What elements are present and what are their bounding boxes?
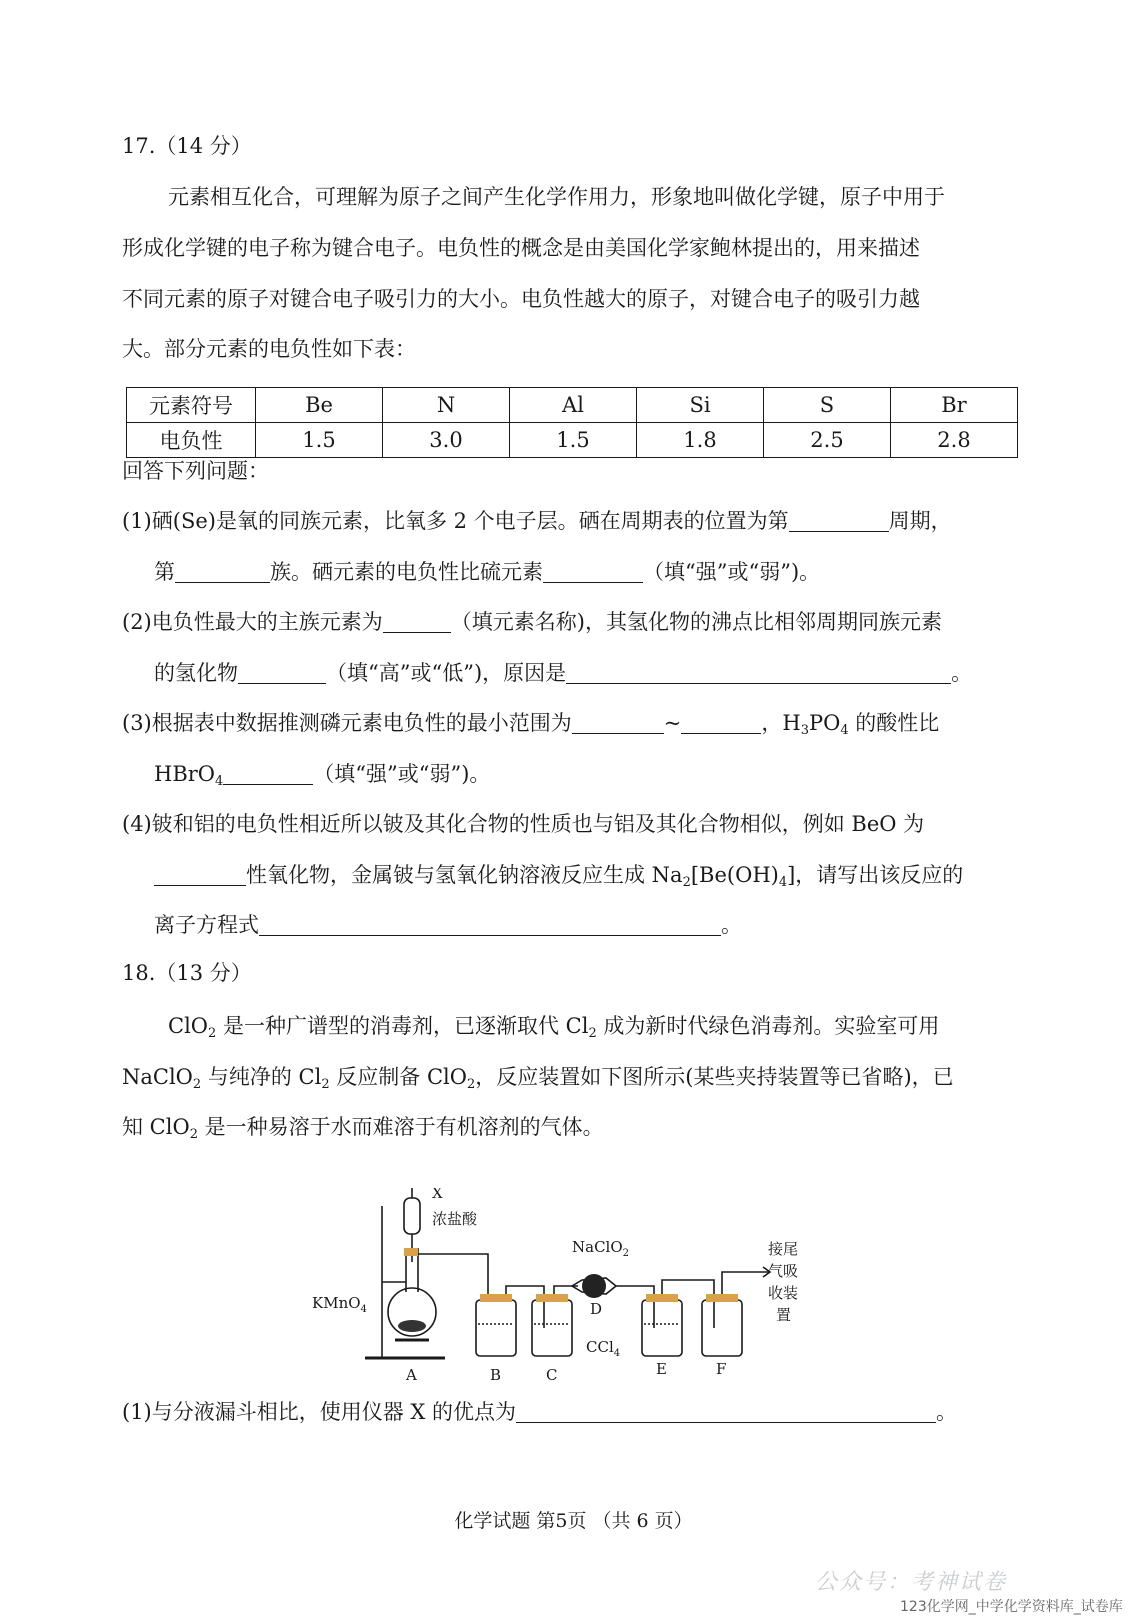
- label-naclo2: NaClO$_2$: [572, 1238, 630, 1259]
- q17-part4-text: 性氧化物，金属铍与氢氧化钠溶液反应生成 Na: [246, 863, 683, 887]
- answer-blank-reason[interactable]: [566, 661, 951, 684]
- label-kmno4: KMnO$_4$: [312, 1294, 367, 1315]
- range-tilde: ~: [663, 711, 682, 735]
- q18-text: 是一种易溶于水而难溶于有机溶剂的气体。: [197, 1115, 604, 1139]
- q18-text: 与纯净的 Cl: [201, 1065, 322, 1089]
- table-header-symbol: 元素符号: [127, 388, 256, 423]
- answer-blank-element[interactable]: [383, 610, 451, 633]
- q18-intro-line-2: [122, 1062, 954, 1092]
- q17-part1-text: (1)硒(Se)是氧的同族元素，比氧多 2 个电子层。硒在周期表的位置为第: [122, 509, 789, 533]
- answer-blank-acidity[interactable]: [223, 762, 313, 785]
- subscript: 2: [588, 1026, 597, 1041]
- q17-part3-text: ，H: [761, 711, 801, 735]
- q17-intro-line-2: 形成化学键的电子称为键合电子。电负性的概念是由美国化学家鲍林提出的，用来描述: [122, 236, 920, 260]
- subscript: 2: [321, 1077, 330, 1092]
- q17-part1-text: 周期，: [888, 509, 952, 533]
- label-f: F: [716, 1360, 727, 1378]
- subscript: 2: [192, 1077, 202, 1092]
- q17-part2-text: 。: [951, 661, 973, 685]
- q18-part1-text: 。: [936, 1400, 958, 1424]
- table-cell: 2.8: [891, 423, 1018, 458]
- apparatus-diagram: [310, 1188, 830, 1388]
- answer-blank-ionic-equation[interactable]: [259, 913, 721, 936]
- table-row: [127, 423, 1018, 458]
- label-tail-3: 收装: [768, 1284, 799, 1302]
- kmno4-solid: [398, 1320, 426, 1332]
- q17-intro-line-1: 元素相互化合，可理解为原子之间产生化学作用力，形象地叫做化学键，原子中用于: [168, 185, 945, 209]
- bottle-b: [476, 1300, 516, 1356]
- subscript: 2: [466, 1077, 476, 1092]
- answer-blank-oxide-type[interactable]: [154, 863, 246, 886]
- answer-blank-group[interactable]: [175, 560, 270, 583]
- answer-prompt: 回答下列问题：: [122, 459, 269, 483]
- q17-part3-text: （填“强”或“弱”)。: [313, 762, 491, 786]
- table-cell: S: [764, 388, 891, 423]
- q17-part1-text: 族。硒元素的电负性比硫元素: [270, 560, 543, 584]
- page-footer: 化学试题 第5页 （共 6 页）: [454, 1510, 693, 1532]
- table-cell: 1.5: [510, 423, 637, 458]
- stopper-a: [404, 1248, 418, 1256]
- q17-part3-line2: [154, 759, 490, 789]
- answer-blank-period[interactable]: [789, 509, 889, 532]
- q17-part3-text: HBrO: [154, 762, 216, 786]
- label-c: C: [546, 1366, 558, 1384]
- label-e: E: [656, 1360, 667, 1378]
- tube-d-e: [616, 1286, 654, 1328]
- table-cell: Be: [256, 388, 383, 423]
- subscript: 2: [189, 1127, 198, 1142]
- q18-part1: [122, 1397, 957, 1427]
- table-cell: 1.5: [256, 423, 383, 458]
- q17-part4-line1: (4)铍和铝的电负性相近所以铍及其化合物的性质也与铝及其化合物相似，例如 BeO 为: [122, 812, 925, 836]
- label-acid: 浓盐酸: [432, 1210, 478, 1228]
- subscript: 4: [778, 875, 788, 890]
- electronegativity-table: [126, 387, 1018, 458]
- q18-header: 18.（13 分）: [122, 961, 252, 985]
- q18-intro-line-1: [168, 1011, 939, 1041]
- funnel-x: [404, 1198, 420, 1234]
- q17-part4-text: 离子方程式: [154, 913, 259, 937]
- table-cell: 2.5: [764, 423, 891, 458]
- tube-e-f: [662, 1280, 714, 1328]
- table-row: [127, 388, 1018, 423]
- q17-part2-text: 的氢化物: [154, 661, 238, 685]
- q17-part2-text: （填元素名称)，其氢化物的沸点比相邻周期同族元素: [450, 610, 942, 634]
- q17-header: 17.（14 分）: [122, 134, 252, 158]
- label-b: B: [490, 1366, 502, 1384]
- label-ccl4: CCl$_4$: [586, 1338, 621, 1359]
- subscript: 4: [840, 723, 849, 738]
- bottle-f: [702, 1300, 742, 1356]
- table-header-value: 电负性: [127, 423, 256, 458]
- table-cell: Si: [637, 388, 764, 423]
- q18-text: 是一种广谱型的消毒剂，已逐渐取代 Cl: [216, 1014, 589, 1038]
- q17-part2-line2: [154, 658, 972, 688]
- q17-part1-line1: [122, 506, 952, 536]
- naclo2-solid: [582, 1274, 606, 1298]
- q17-part4-line3: [154, 910, 742, 940]
- watermark-site: 123化学网_中学化学资料库_试卷库: [900, 1599, 1123, 1615]
- answer-blank-advantage[interactable]: [516, 1400, 936, 1423]
- answer-blank-min[interactable]: [572, 711, 664, 734]
- q17-part2-text: (2)电负性最大的主族元素为: [122, 610, 383, 634]
- label-a: A: [406, 1366, 417, 1384]
- watermark: 公众号：考神试卷: [815, 1570, 1008, 1595]
- tube-a-b: [418, 1254, 488, 1300]
- tube-b-c: [506, 1286, 544, 1328]
- bottle-e: [642, 1300, 682, 1356]
- q18-intro-line-3: [122, 1112, 604, 1142]
- q17-part3-text: 的酸性比: [848, 711, 940, 735]
- q18-part1-text: (1)与分液漏斗相比，使用仪器 X 的优点为: [122, 1400, 517, 1424]
- table-cell: 1.8: [637, 423, 764, 458]
- table-cell: Al: [510, 388, 637, 423]
- q17-part3-text: (3)根据表中数据推测磷元素电负性的最小范围为: [122, 711, 572, 735]
- q17-part1-text: 第: [154, 560, 175, 584]
- stopper-c: [536, 1294, 568, 1302]
- q17-part4-text: [Be(OH): [690, 863, 779, 887]
- q17-part4-line2: [154, 860, 963, 890]
- q17-intro-line-3: 不同元素的原子对键合电子吸引力的大小。电负性越大的原子，对键合电子的吸引力越: [122, 287, 920, 311]
- label-tail-2: 气吸: [768, 1262, 799, 1280]
- subscript: 3: [800, 723, 809, 738]
- q17-part2-text: （填“高”或“低”)，原因是: [326, 661, 567, 685]
- label-d: D: [590, 1300, 603, 1318]
- q17-part4-text: 。: [721, 913, 742, 937]
- stopper-b: [480, 1294, 512, 1302]
- q18-text: 反应制备 ClO: [329, 1065, 467, 1089]
- q18-text: ClO: [168, 1014, 209, 1038]
- stopper-f: [706, 1294, 738, 1302]
- q17-part4-text: ]，请写出该反应的: [787, 863, 964, 887]
- stopper-e: [646, 1294, 678, 1302]
- answer-blank-high-low[interactable]: [238, 661, 326, 684]
- q17-intro-line-4: 大。部分元素的电负性如下表：: [122, 337, 416, 361]
- q18-text: NaClO: [122, 1065, 193, 1089]
- bottle-c: [532, 1300, 572, 1356]
- table-cell: 3.0: [383, 423, 510, 458]
- table-cell: Br: [891, 388, 1018, 423]
- q18-text: ，反应装置如下图所示(某些夹持装置等已省略)，已: [475, 1065, 954, 1089]
- label-x: X: [432, 1188, 443, 1202]
- q18-text: 知 ClO: [122, 1115, 190, 1139]
- table-cell: N: [383, 388, 510, 423]
- label-tail-1: 接尾: [768, 1240, 799, 1258]
- subscript: 2: [208, 1026, 217, 1041]
- answer-blank-max[interactable]: [681, 711, 761, 734]
- q17-part1-line2: [154, 557, 820, 587]
- subscript: 4: [215, 774, 224, 789]
- subscript: 2: [682, 875, 691, 890]
- answer-blank-compare[interactable]: [543, 560, 643, 583]
- label-tail-4: 置: [776, 1306, 792, 1324]
- q17-part2-line1: [122, 607, 942, 637]
- q17-part3-line1: [122, 708, 939, 738]
- q18-text: 成为新时代绿色消毒剂。实验室可用: [596, 1014, 940, 1038]
- q17-part1-text: （填“强”或“弱”)。: [643, 560, 821, 584]
- q17-part3-text: PO: [808, 711, 841, 735]
